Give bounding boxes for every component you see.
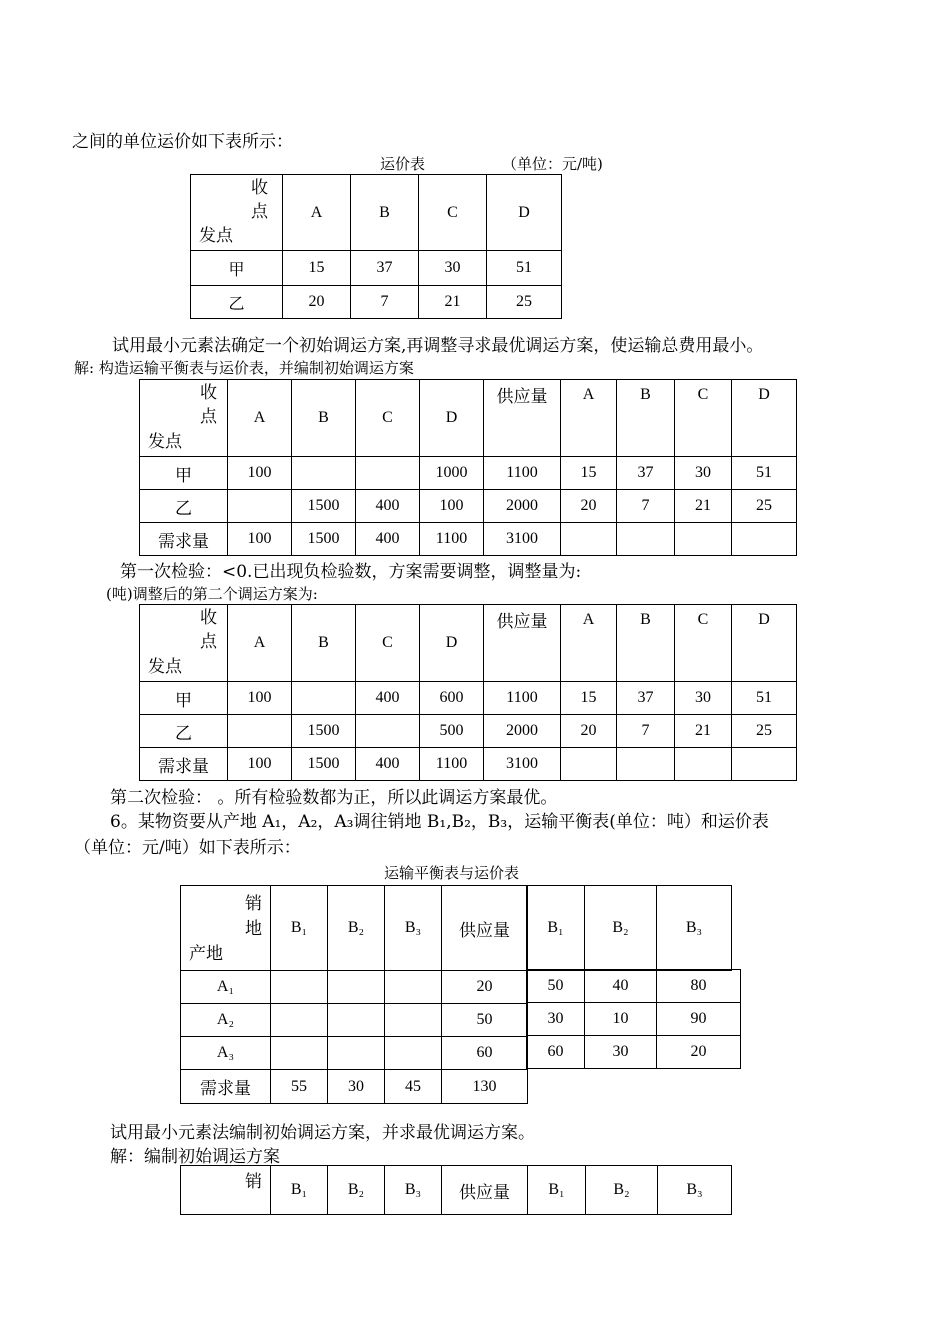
price-cell: 30 [675,457,732,490]
cell: 500 [420,715,484,748]
supply-cell: 60 [442,1037,528,1070]
demand-cell: 30 [328,1070,385,1104]
col-header: A [283,175,351,251]
price-col-header: A [561,380,617,457]
col-header: A [228,380,292,457]
price-cell: 25 [732,490,797,523]
col-header: D [420,605,484,682]
col-header: C [356,605,420,682]
solution6-text: 解：编制初始调运方案 [110,1147,280,1167]
balance-table-adjusted [139,604,797,781]
row-label: A₁ [181,971,271,1004]
corner-header [181,1166,271,1215]
price-col-header: D [732,380,797,457]
price-cell: 51 [732,457,797,490]
price-cell: 51 [732,682,797,715]
price-cell: 90 [657,1003,741,1036]
corner-top-2: 点 [200,407,217,426]
price-col-header: B [617,380,675,457]
row-label: 甲 [140,682,228,715]
row-label: A₃ [181,1037,271,1070]
supply-cell: 50 [442,1004,528,1037]
demand-label: 需求量 [181,1070,271,1104]
col-header: B [292,605,356,682]
empty-cell [675,748,732,781]
task6-text: 试用最小元素法编制初始调运方案，并求最优调运方案。 [110,1123,535,1143]
price-col-header: B₃ [657,886,732,971]
cell [228,490,292,523]
cell: 37 [351,251,419,286]
corner-top-2: 点 [200,632,217,651]
intro-text: 之间的单位运价如下表所示： [72,132,293,152]
cell: 25 [487,286,562,319]
empty-cell [617,748,675,781]
corner-top-1: 销 [245,1172,262,1191]
empty-cell [732,523,797,556]
corner-top-2: 地 [245,919,262,938]
col-header: A [228,605,292,682]
row-label: 乙 [140,490,228,523]
balance-table-initial [139,379,797,556]
demand-cell: 400 [356,523,420,556]
total-cell: 3100 [484,748,561,781]
supply-header: 供应量 [484,605,561,682]
price-cell: 30 [585,1036,657,1069]
supply-cell: 1100 [484,457,561,490]
supply-header: 供应量 [442,886,528,971]
col-header: D [487,175,562,251]
price-cell: 30 [675,682,732,715]
supply-cell: 20 [442,971,528,1004]
demand-cell: 1500 [292,523,356,556]
price-cell: 30 [527,1003,585,1036]
price-col-header: C [675,605,732,682]
empty-cell [561,748,617,781]
price-cell: 20 [561,490,617,523]
solution1-text: 解: 构造运输平衡表与运价表，并编制初始调运方案 [74,359,414,377]
price-col-header: D [732,605,797,682]
price-col-header: B₃ [658,1166,732,1215]
col-header: B₃ [385,886,442,971]
cell [292,682,356,715]
row-label: 乙 [191,286,283,319]
cell: 1500 [292,715,356,748]
cell: 21 [419,286,487,319]
supply-cell: 1100 [484,682,561,715]
demand-cell: 1500 [292,748,356,781]
empty-cell [385,971,442,1004]
check2-text: 第二次检验： 。所有检验数都为正，所以此调运方案最优。 [110,788,558,808]
cell: 100 [420,490,484,523]
empty-cell [328,1004,385,1037]
col-header: B₃ [385,1166,442,1215]
price-cell: 20 [657,1036,741,1069]
cell: 400 [356,490,420,523]
corner-header [140,380,228,457]
price-cell: 60 [527,1036,585,1069]
balance-table-problem6-solution [180,1165,732,1215]
demand-cell: 45 [385,1070,442,1104]
col-header: B₂ [328,1166,385,1215]
empty-cell [561,523,617,556]
col-header: B [351,175,419,251]
supply-header: 供应量 [484,380,561,457]
corner-header [140,605,228,682]
cell [356,457,420,490]
price-cell: 37 [617,682,675,715]
price-col-header: B₁ [527,886,585,971]
empty-cell [675,523,732,556]
demand-cell: 100 [228,748,292,781]
cell: 1500 [292,490,356,523]
price-cell: 10 [585,1003,657,1036]
price-cell: 80 [657,970,741,1003]
total-cell: 130 [442,1070,528,1104]
price-col-header: C [675,380,732,457]
cell: 51 [487,251,562,286]
table4-caption: 运输平衡表与运价表 [384,864,520,882]
supply-cell: 2000 [484,490,561,523]
price-cell: 15 [561,682,617,715]
cell: 30 [419,251,487,286]
col-header: B₁ [271,1166,328,1215]
col-header: B₁ [271,886,328,971]
price-cell: 15 [561,457,617,490]
price-col-header: B₂ [586,1166,658,1215]
cell: 7 [351,286,419,319]
price-col-header: B₁ [528,1166,586,1215]
col-header: C [419,175,487,251]
demand-cell: 400 [356,748,420,781]
supply-header: 供应量 [442,1166,528,1215]
price-cell: 37 [617,457,675,490]
empty-cell [271,971,328,1004]
cell: 100 [228,682,292,715]
adjust-text: (吨)调整后的第二个调运方案为: [106,585,318,603]
cell: 600 [420,682,484,715]
price-table-1 [190,174,562,319]
table1-caption: 运价表 [380,155,426,173]
corner-top-2: 点 [251,202,268,221]
price-cell: 50 [527,970,585,1003]
corner-bottom: 发点 [148,657,182,676]
price-cell: 25 [732,715,797,748]
cell: 100 [228,457,292,490]
corner-bottom: 发点 [199,226,233,245]
cell: 20 [283,286,351,319]
corner-bottom: 发点 [148,432,182,451]
row-label: 乙 [140,715,228,748]
col-header: B [292,380,356,457]
demand-cell: 1100 [420,748,484,781]
price-col-header: A [561,605,617,682]
price-cell: 7 [617,490,675,523]
empty-cell [617,523,675,556]
empty-cell [328,1037,385,1070]
cell [356,715,420,748]
cell: 1000 [420,457,484,490]
problem6-line1: 6。某物资要从产地 A₁，A₂，A₃调往销地 B₁,B₂，B₃，运输平衡表(单位：吨）和运价表 [110,812,769,832]
demand-cell: 1100 [420,523,484,556]
corner-top-1: 收 [251,178,268,197]
col-header: B₂ [328,886,385,971]
corner-top-1: 销 [245,894,262,913]
demand-label: 需求量 [140,523,228,556]
cell: 15 [283,251,351,286]
demand-cell: 100 [228,523,292,556]
problem6-line2: （单位：元/吨）如下表所示： [74,838,301,858]
cell [292,457,356,490]
price-cell: 40 [585,970,657,1003]
corner-bottom: 产地 [189,944,223,963]
empty-cell [271,1004,328,1037]
price-cell: 20 [561,715,617,748]
price-cell: 21 [675,715,732,748]
check1-text: 第一次检验：<0.已出现负检验数，方案需要调整，调整量为: [120,562,582,582]
empty-cell [732,748,797,781]
cell [228,715,292,748]
empty-cell [328,971,385,1004]
corner-top-1: 收 [200,608,217,627]
balance-table-problem6 [180,885,528,1104]
corner-header [181,886,271,971]
price-cell: 21 [675,490,732,523]
demand-label: 需求量 [140,748,228,781]
price-table-problem6 [526,969,741,1069]
corner-top-1: 收 [200,383,217,402]
price-cell: 7 [617,715,675,748]
cell: 400 [356,682,420,715]
col-header: C [356,380,420,457]
task1-text: 试用最小元素法确定一个初始调运方案,再调整寻求最优调运方案，使运输总费用最小。 [112,336,764,356]
row-label: 甲 [140,457,228,490]
corner-header [191,175,283,251]
row-label: A₂ [181,1004,271,1037]
total-cell: 3100 [484,523,561,556]
empty-cell [385,1004,442,1037]
col-header: D [420,380,484,457]
price-col-header: B [617,605,675,682]
price-table-problem6-header [526,885,732,971]
row-label: 甲 [191,251,283,286]
table1-unit: （单位：元/吨) [502,155,603,173]
supply-cell: 2000 [484,715,561,748]
demand-cell: 55 [271,1070,328,1104]
empty-cell [271,1037,328,1070]
price-col-header: B₂ [585,886,657,971]
empty-cell [385,1037,442,1070]
